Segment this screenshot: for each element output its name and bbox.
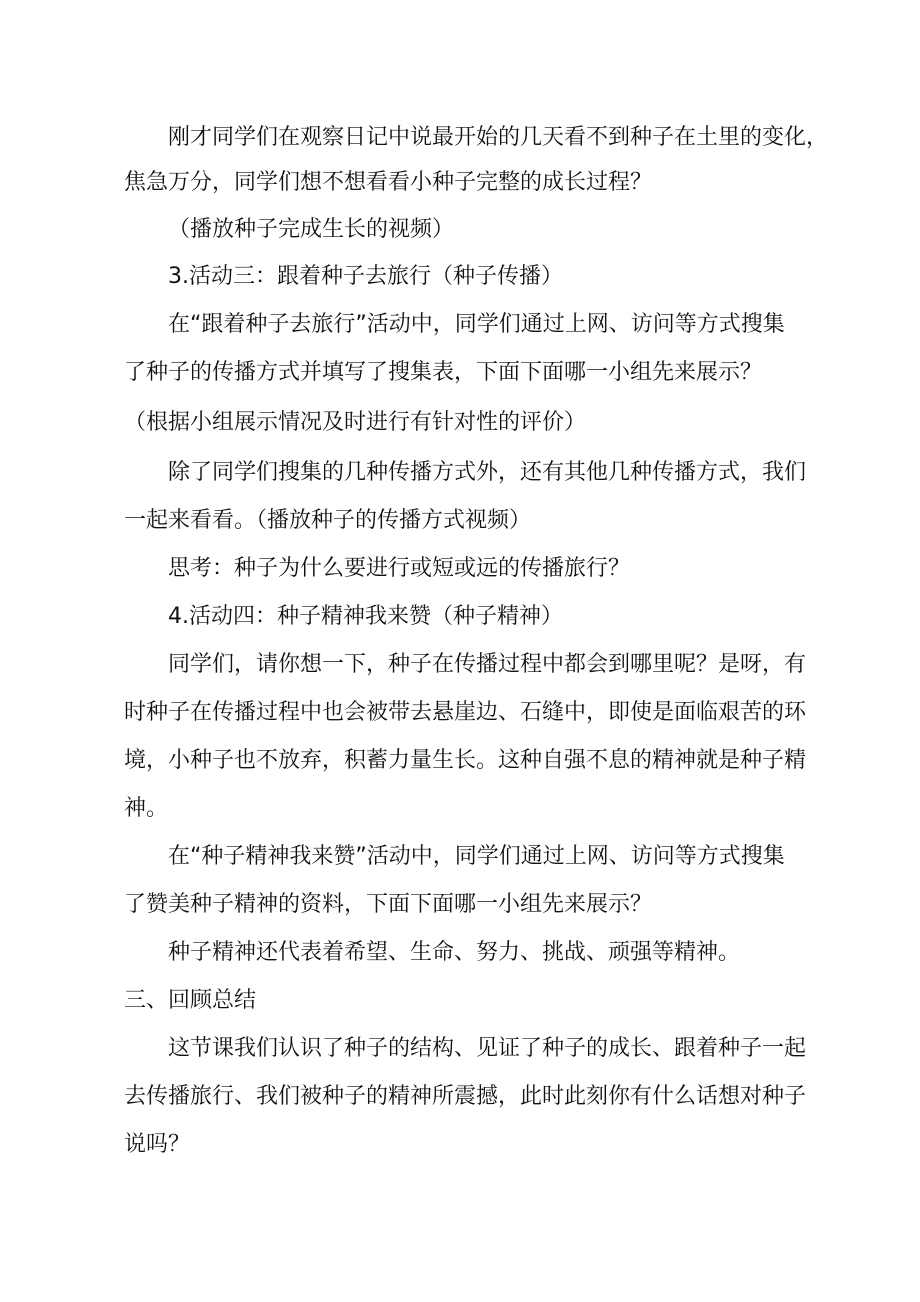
paragraph-line: （播放种子完成生长的视频） [168, 217, 455, 242]
paragraph-line: 神。 [124, 796, 169, 821]
paragraph-line: 说吗？ [124, 1132, 191, 1157]
paragraph-line: 同学们，请你想一下，种子在传播过程中都会到哪里呢？是呀，有 [168, 652, 807, 677]
paragraph-line: 去传播旅行、我们被种子的精神所震撼，此时此刻你有什么话想对种子 [124, 1084, 807, 1109]
paragraph-line: （根据小组展示情况及时进行有针对性的评价） [124, 410, 587, 435]
paragraph-line: 思考：种子为什么要进行或短或远的传播旅行？ [168, 556, 631, 581]
paragraph-line: 时种子在传播过程中也会被带去悬崖边、石缝中，即使是面临艰苦的环 [124, 700, 807, 725]
paragraph-line: 在“跟着种子去旅行”活动中，同学们通过上网、访问等方式搜集 [168, 312, 785, 337]
paragraph-line: 刚才同学们在观察日记中说最开始的几天看不到种子在土里的变化， [168, 125, 829, 150]
paragraph-line: 一起来看看。（播放种子的传播方式视频） [124, 508, 532, 533]
paragraph-line: 这节课我们认识了种子的结构、见证了种子的成长、跟着种子一起 [168, 1036, 807, 1061]
section-heading: 三、回顾总结 [124, 988, 257, 1013]
paragraph-line: 了种子的传播方式并填写了搜集表，下面下面哪一小组先来展示？ [124, 360, 763, 385]
section-heading: 3.活动三：跟着种子去旅行（种子传播） [168, 264, 563, 289]
paragraph-line: 焦急万分，同学们想不想看看小种子完整的成长过程？ [124, 170, 653, 195]
section-heading: 4.活动四：种子精神我来赞（种子精神） [168, 604, 563, 629]
paragraph-line: 了赞美种子精神的资料，下面下面哪一小组先来展示？ [124, 892, 653, 917]
paragraph-line: 除了同学们搜集的几种传播方式外，还有其他几种传播方式，我们 [168, 460, 807, 485]
paragraph-line: 在“种子精神我来赞”活动中，同学们通过上网、访问等方式搜集 [168, 844, 785, 869]
paragraph-line: 种子精神还代表着希望、生命、努力、挑战、顽强等精神。 [168, 940, 741, 965]
paragraph-line: 境，小种子也不放弃，积蓄力量生长。这种自强不息的精神就是种子精 [124, 748, 807, 773]
